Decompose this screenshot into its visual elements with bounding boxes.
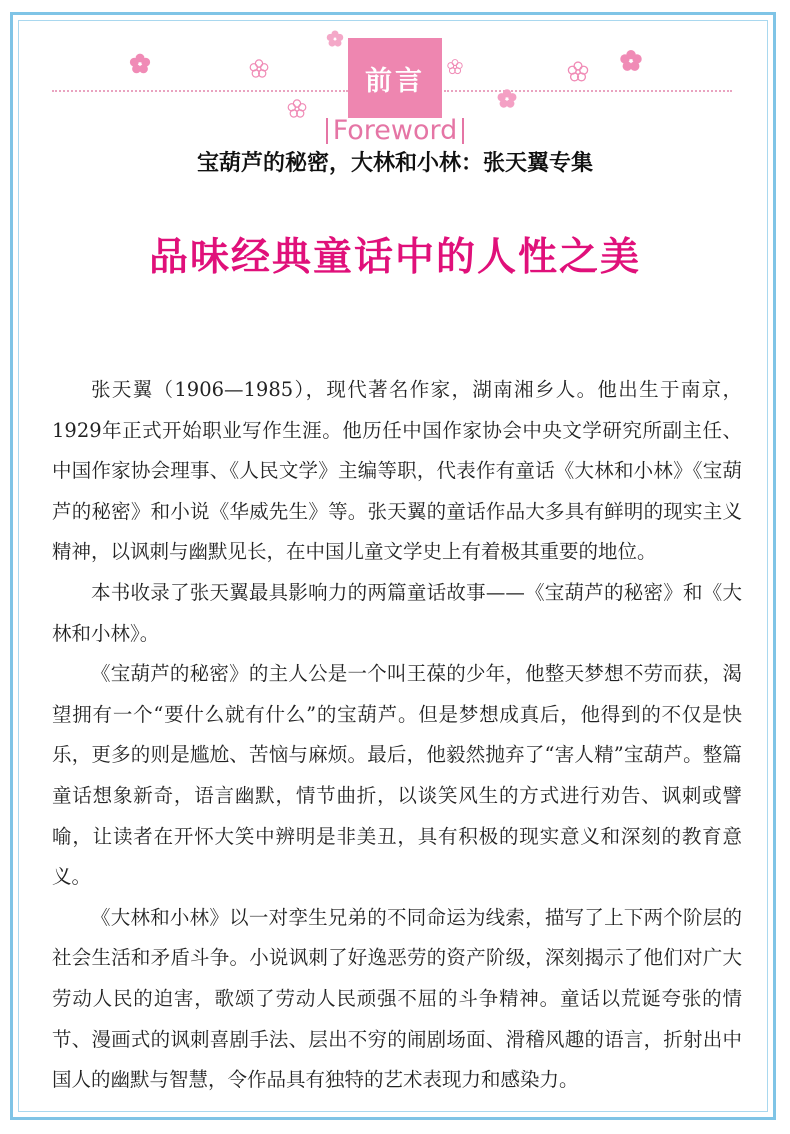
flower-icon [124, 48, 156, 80]
preface-body [52, 370, 742, 1101]
flower-icon [566, 60, 590, 84]
flower-icon [248, 58, 270, 80]
foreword-bar-left [326, 118, 328, 144]
page-title: 品味经典童话中的人性之美 [148, 234, 641, 280]
foreword-text: Foreword [332, 115, 458, 146]
preface-badge: 前言 [348, 38, 442, 118]
flower-icon [286, 98, 308, 120]
book-subtitle: 宝葫芦的秘密，大林和小林：张天翼专集 [196, 150, 593, 176]
flower-icon [492, 84, 522, 114]
flower-icon [614, 44, 648, 78]
foreword-bar-right [462, 118, 464, 144]
paragraph: 张天翼（1906—1985），现代著名作家，湖南湘乡人。他出生于南京，1929年正式开始职业写作生涯。他历任中国作家协会中央文学研究所副主任、中国作家协会理事、《人民文学》主编等职，代表作有童话《大林和小林》《宝葫芦的秘密》和小说《华威先生》等。张天翼的童话作品大多具有鲜明的现实主义精神，以讽刺与幽默见长，在中国儿童文学史上有着极其重要的地位。 [52, 378, 742, 564]
flower-icon [446, 58, 464, 76]
dotted-divider-right [444, 90, 732, 92]
flower-icon [326, 30, 344, 48]
dotted-divider-left [52, 90, 348, 92]
paragraph: 本书收录了张天翼最具影响力的两篇童话故事——《宝葫芦的秘密》和《大林和小林》。 [52, 580, 742, 645]
paragraph: 《大林和小林》以一对孪生兄弟的不同命运为线索，描写了上下两个阶层的社会生活和矛盾斗争。小说讽刺了好逸恶劳的资产阶级，深刻揭示了他们对广大劳动人民的迫害，歌颂了劳动人民顽强不屈的斗争精神。童话以荒诞夸张的情节、漫画式的讽刺喜剧手法、层出不穷的闹剧场面、滑稽风趣的语言，折射出中国人的幽默与智慧，令作品具有独特的艺术表现力和感染力。 [52, 905, 742, 1092]
foreword-label [308, 113, 482, 149]
paragraph: 《宝葫芦的秘密》的主人公是一个叫王葆的少年，他整天梦想不劳而获，渴望拥有一个“要什么就有什么”的宝葫芦。但是梦想成真后，他得到的不仅是快乐，更多的则是尴尬、苦恼与麻烦。最后，他毅然抛弃了“害人精”宝葫芦。整篇童话想象新奇，语言幽默，情节曲折，以谈笑风生的方式进行劝告、讽刺或譬喻，让读者在开怀大笑中辨明是非美丑，具有积极的现实意义和深刻的教育意义。 [52, 662, 742, 889]
